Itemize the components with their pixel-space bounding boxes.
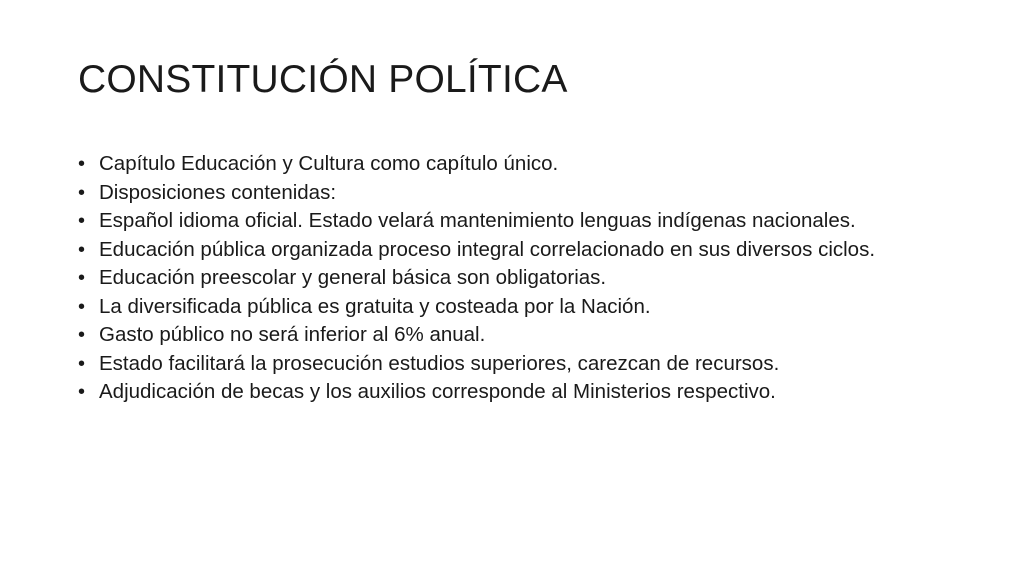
bullet-item: • Estado facilitará la prosecución estudios superiores, carezcan de recursos. [78, 353, 958, 375]
bullet-item: • La diversificada pública es gratuita y costeada por la Nación. [78, 296, 958, 318]
bullet-item: • Educación pública organizada proceso integral correlacionado en sus diversos ciclos. [78, 239, 958, 261]
bullet-item: • Adjudicación de becas y los auxilios corresponde al Ministerios respectivo. [78, 381, 958, 403]
bullet-item: • Capítulo Educación y Cultura como capítulo único. [78, 153, 958, 175]
bullet-item: • Español idioma oficial. Estado velará mantenimiento lenguas indígenas nacionales. [78, 210, 958, 232]
bullet-item: • Disposiciones contenidas: [78, 182, 958, 204]
bullet-list [78, 153, 958, 410]
slide-title: CONSTITUCIÓN POLÍTICA [78, 58, 568, 101]
bullet-item: • Educación preescolar y general básica son obligatorias. [78, 267, 958, 289]
bullet-item: • Gasto público no será inferior al 6% anual. [78, 324, 958, 346]
